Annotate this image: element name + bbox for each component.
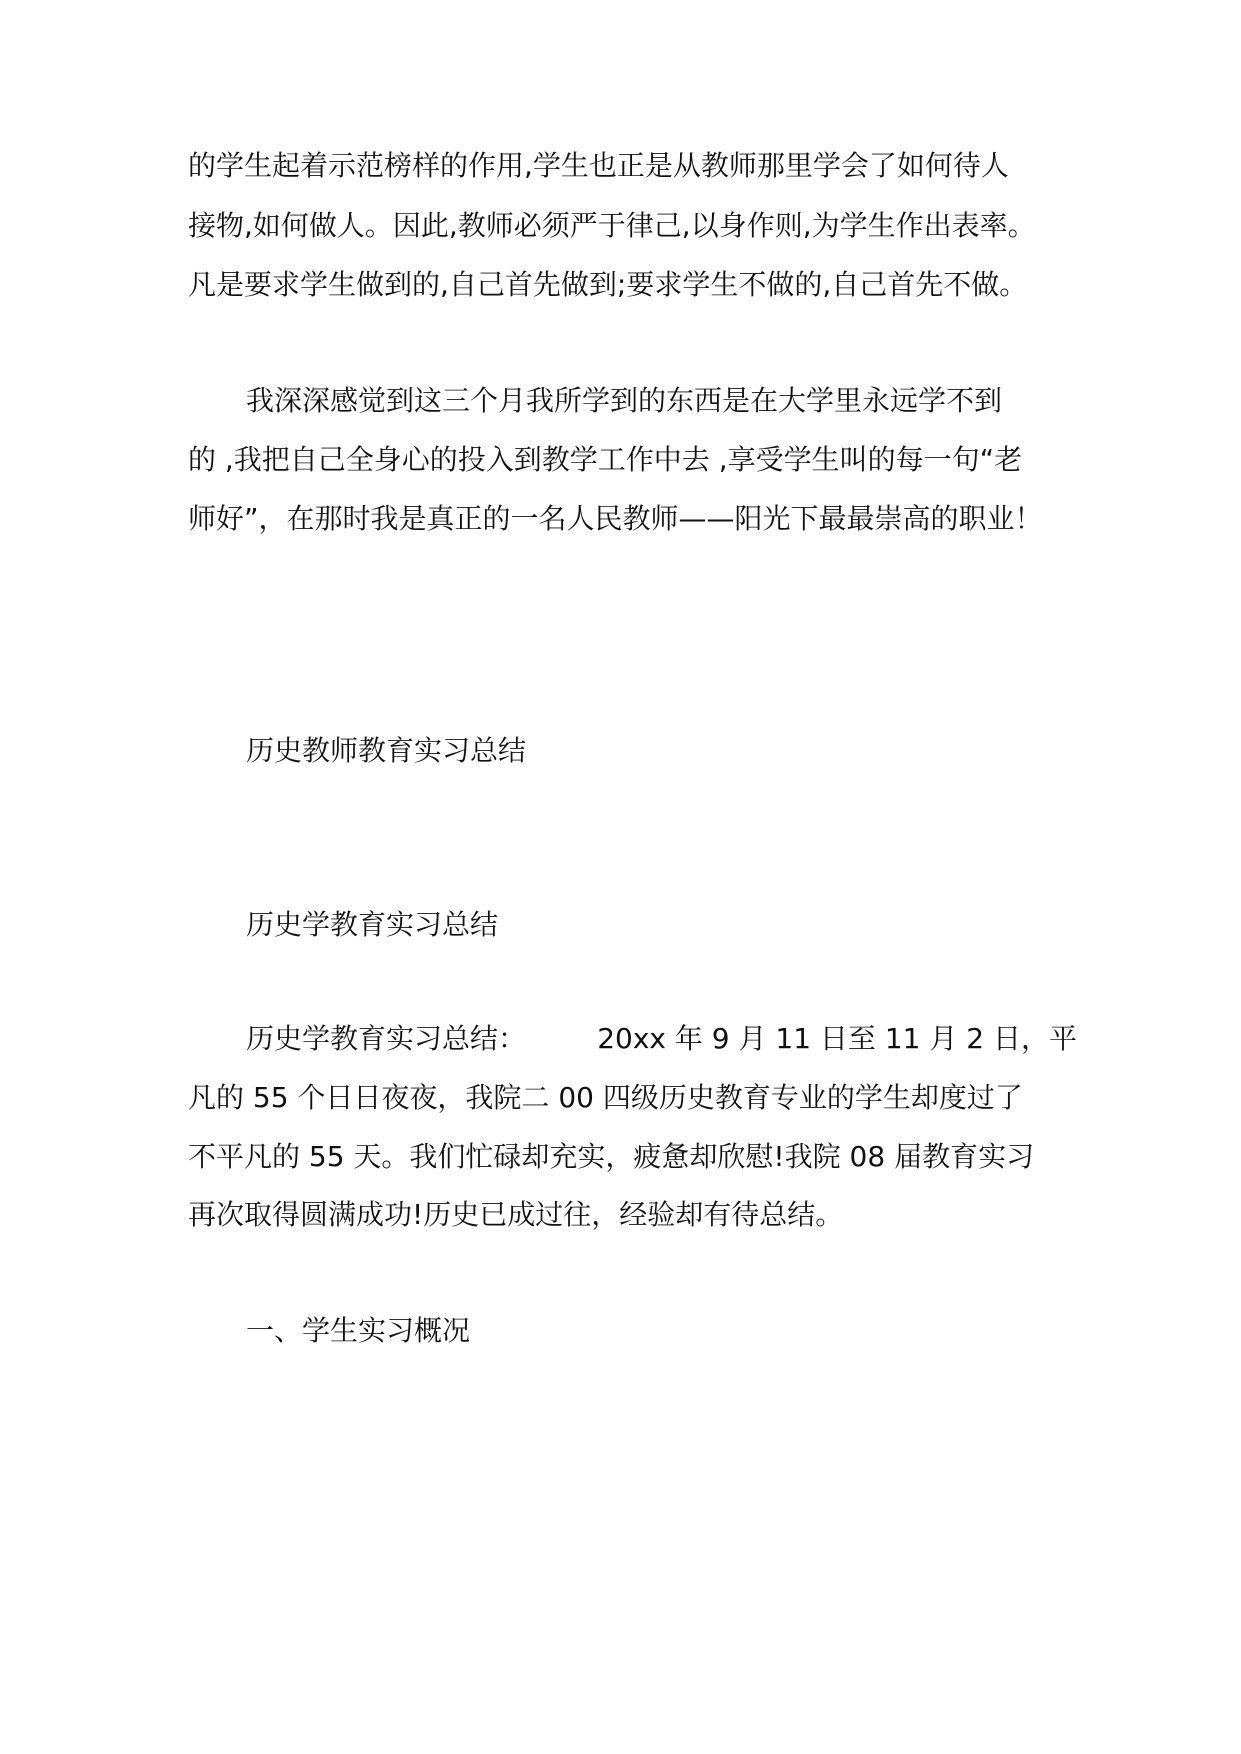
body-text-line: 接物,如何做人。因此,教师必须严于律己,以身作则,为学生作出表率。 bbox=[188, 209, 1036, 242]
section-heading: 历史学教育实习总结 bbox=[246, 908, 499, 941]
body-text-line: 凡的 55 个日日夜夜，我院二 00 四级历史教育专业的学生却度过了 bbox=[188, 1081, 1023, 1114]
section-heading: 历史教师教育实习总结 bbox=[246, 734, 527, 767]
body-text-line: 的 ,我把自己全身心的投入到教学工作中去 ,享受学生叫的每一句“老 bbox=[188, 443, 1023, 476]
body-text-line: 师好”，在那时我是真正的一名人民教师——阳光下最最崇高的职业！ bbox=[188, 502, 1043, 535]
body-text-line: 我深深感觉到这三个月我所学到的东西是在大学里永远学不到 bbox=[246, 384, 1003, 417]
body-text-line: 再次取得圆满成功!历史已成过往，经验却有待总结。 bbox=[188, 1198, 844, 1231]
body-text-line: 凡是要求学生做到的,自己首先做到;要求学生不做的,自己首先不做。 bbox=[188, 268, 1028, 301]
body-text-line: 的学生起着示范榜样的作用,学生也正是从教师那里学会了如何待人 bbox=[188, 149, 1009, 182]
section-heading: 一、学生实习概况 bbox=[246, 1314, 471, 1347]
body-text-line: 不平凡的 55 天。我们忙碌却充实，疲惫却欣慰!我院 08 届教育实习 bbox=[188, 1140, 1035, 1173]
body-text-line: 历史学教育实习总结： 20xx 年 9 月 11 日至 11 月 2 日，平 bbox=[246, 1022, 1077, 1055]
